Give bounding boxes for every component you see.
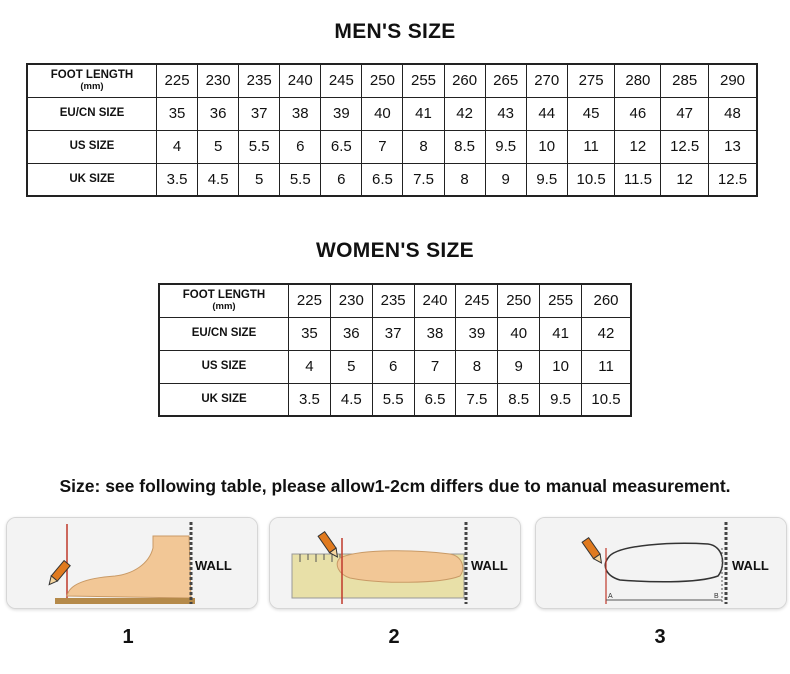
foot-length-cell: 290: [709, 64, 758, 97]
table-row: [27, 163, 757, 196]
size-cell: 6: [372, 350, 414, 383]
foot-length-cell: 240: [414, 284, 456, 317]
foot-length-cell: 245: [456, 284, 498, 317]
foot-length-cell: 280: [615, 64, 661, 97]
wall-label: WALL: [471, 558, 508, 573]
size-cell: 7: [362, 130, 403, 163]
size-cell: 8: [444, 163, 485, 196]
wall-label: WALL: [732, 558, 769, 573]
foot-length-cell: 230: [330, 284, 372, 317]
size-cell: 5.5: [239, 130, 280, 163]
men-size-title: MEN'S SIZE: [334, 20, 456, 43]
size-cell: 36: [198, 97, 239, 130]
measurement-note: Size: see following table, please allow1-2cm differs due to manual measurement.: [59, 476, 731, 496]
size-cell: 9: [485, 163, 526, 196]
row-label: EU/CN SIZE: [27, 97, 157, 130]
size-cell: 47: [661, 97, 709, 130]
row-label: EU/CN SIZE: [159, 317, 289, 350]
row-label: UK SIZE: [159, 383, 289, 416]
foot-icon: [337, 551, 463, 583]
step-number-1: 1: [122, 626, 134, 648]
table-row: [159, 317, 631, 350]
size-cell: 12.5: [661, 130, 709, 163]
women-size-table: [158, 283, 632, 417]
size-cell: 4: [157, 130, 198, 163]
size-cell: 11: [567, 130, 615, 163]
foot-length-cell: 230: [198, 64, 239, 97]
floor-board: [55, 598, 195, 604]
foot-length-unit: (mm): [80, 80, 104, 92]
size-cell: 42: [582, 317, 631, 350]
size-cell: 6.5: [321, 130, 362, 163]
size-cell: 5.5: [280, 163, 321, 196]
table-row: [159, 350, 631, 383]
foot-length-cell: 270: [526, 64, 567, 97]
foot-length-label: [159, 284, 289, 317]
size-cell: 4.5: [198, 163, 239, 196]
foot-length-cell: 225: [157, 64, 198, 97]
size-cell: 35: [157, 97, 198, 130]
size-cell: 35: [289, 317, 331, 350]
men-size-table: [26, 63, 758, 197]
size-cell: 48: [709, 97, 758, 130]
foot-length-cell: 235: [239, 64, 280, 97]
size-cell: 10: [526, 130, 567, 163]
foot-length-cell: 245: [321, 64, 362, 97]
foot-length-text: FOOT LENGTH: [182, 288, 266, 301]
mark-b: B: [714, 593, 719, 600]
size-cell: 38: [280, 97, 321, 130]
size-cell: 12: [661, 163, 709, 196]
size-cell: 12: [615, 130, 661, 163]
foot-length-cell: 260: [582, 284, 631, 317]
size-cell: 4: [289, 350, 331, 383]
size-cell: 37: [239, 97, 280, 130]
size-cell: 9.5: [485, 130, 526, 163]
size-cell: 7.5: [456, 383, 498, 416]
size-cell: 4.5: [330, 383, 372, 416]
size-cell: 44: [526, 97, 567, 130]
foot-length-cell: 275: [567, 64, 615, 97]
foot-length-cell: 250: [362, 64, 403, 97]
mark-a: A: [608, 593, 613, 600]
size-cell: 7.5: [403, 163, 444, 196]
foot-length-cell: 285: [661, 64, 709, 97]
size-cell: 6: [321, 163, 362, 196]
size-cell: 45: [567, 97, 615, 130]
step-number-2: 2: [388, 626, 400, 648]
size-cell: 37: [372, 317, 414, 350]
size-cell: 10.5: [582, 383, 631, 416]
size-cell: 6: [280, 130, 321, 163]
size-cell: 39: [321, 97, 362, 130]
size-cell: 39: [456, 317, 498, 350]
foot-length-cell: 265: [485, 64, 526, 97]
size-cell: 5: [330, 350, 372, 383]
size-cell: 9: [498, 350, 540, 383]
size-cell: 9.5: [540, 383, 582, 416]
size-cell: 43: [485, 97, 526, 130]
women-size-title: WOMEN'S SIZE: [316, 239, 474, 262]
size-cell: 36: [330, 317, 372, 350]
foot-length-row: [159, 284, 631, 317]
size-cell: 3.5: [157, 163, 198, 196]
size-cell: 8.5: [498, 383, 540, 416]
foot-length-cell: 240: [280, 64, 321, 97]
foot-length-cell: 255: [403, 64, 444, 97]
foot-length-cell: 225: [289, 284, 331, 317]
table-row: [159, 383, 631, 416]
foot-length-cell: 250: [498, 284, 540, 317]
step-3-panel: [535, 517, 787, 609]
size-cell: 11: [582, 350, 631, 383]
foot-length-cell: 255: [540, 284, 582, 317]
size-cell: 6.5: [362, 163, 403, 196]
size-cell: 8: [403, 130, 444, 163]
size-cell: 8: [456, 350, 498, 383]
row-label: UK SIZE: [27, 163, 157, 196]
step-2-panel: [269, 517, 521, 609]
size-cell: 9.5: [526, 163, 567, 196]
size-cell: 11.5: [615, 163, 661, 196]
foot-length-cell: 260: [444, 64, 485, 97]
size-cell: 10: [540, 350, 582, 383]
size-cell: 12.5: [709, 163, 758, 196]
foot-length-cell: 235: [372, 284, 414, 317]
size-cell: 3.5: [289, 383, 331, 416]
step-1-panel: [6, 517, 258, 609]
size-cell: 10.5: [567, 163, 615, 196]
size-cell: 5.5: [372, 383, 414, 416]
size-cell: 41: [540, 317, 582, 350]
step-number-3: 3: [654, 626, 666, 648]
foot-length-label: [27, 64, 157, 97]
size-cell: 42: [444, 97, 485, 130]
row-label: US SIZE: [27, 130, 157, 163]
size-cell: 7: [414, 350, 456, 383]
size-cell: 38: [414, 317, 456, 350]
wall-label: WALL: [195, 558, 232, 573]
row-label: US SIZE: [159, 350, 289, 383]
size-cell: 13: [709, 130, 758, 163]
foot-length-row: [27, 64, 757, 97]
size-cell: 46: [615, 97, 661, 130]
size-cell: 8.5: [444, 130, 485, 163]
size-cell: 6.5: [414, 383, 456, 416]
table-row: [27, 97, 757, 130]
foot-length-text: FOOT LENGTH: [50, 68, 134, 81]
size-cell: 40: [498, 317, 540, 350]
size-cell: 41: [403, 97, 444, 130]
foot-length-unit: (mm): [212, 300, 236, 312]
size-cell: 5: [198, 130, 239, 163]
table-row: [27, 130, 757, 163]
size-cell: 5: [239, 163, 280, 196]
size-cell: 40: [362, 97, 403, 130]
